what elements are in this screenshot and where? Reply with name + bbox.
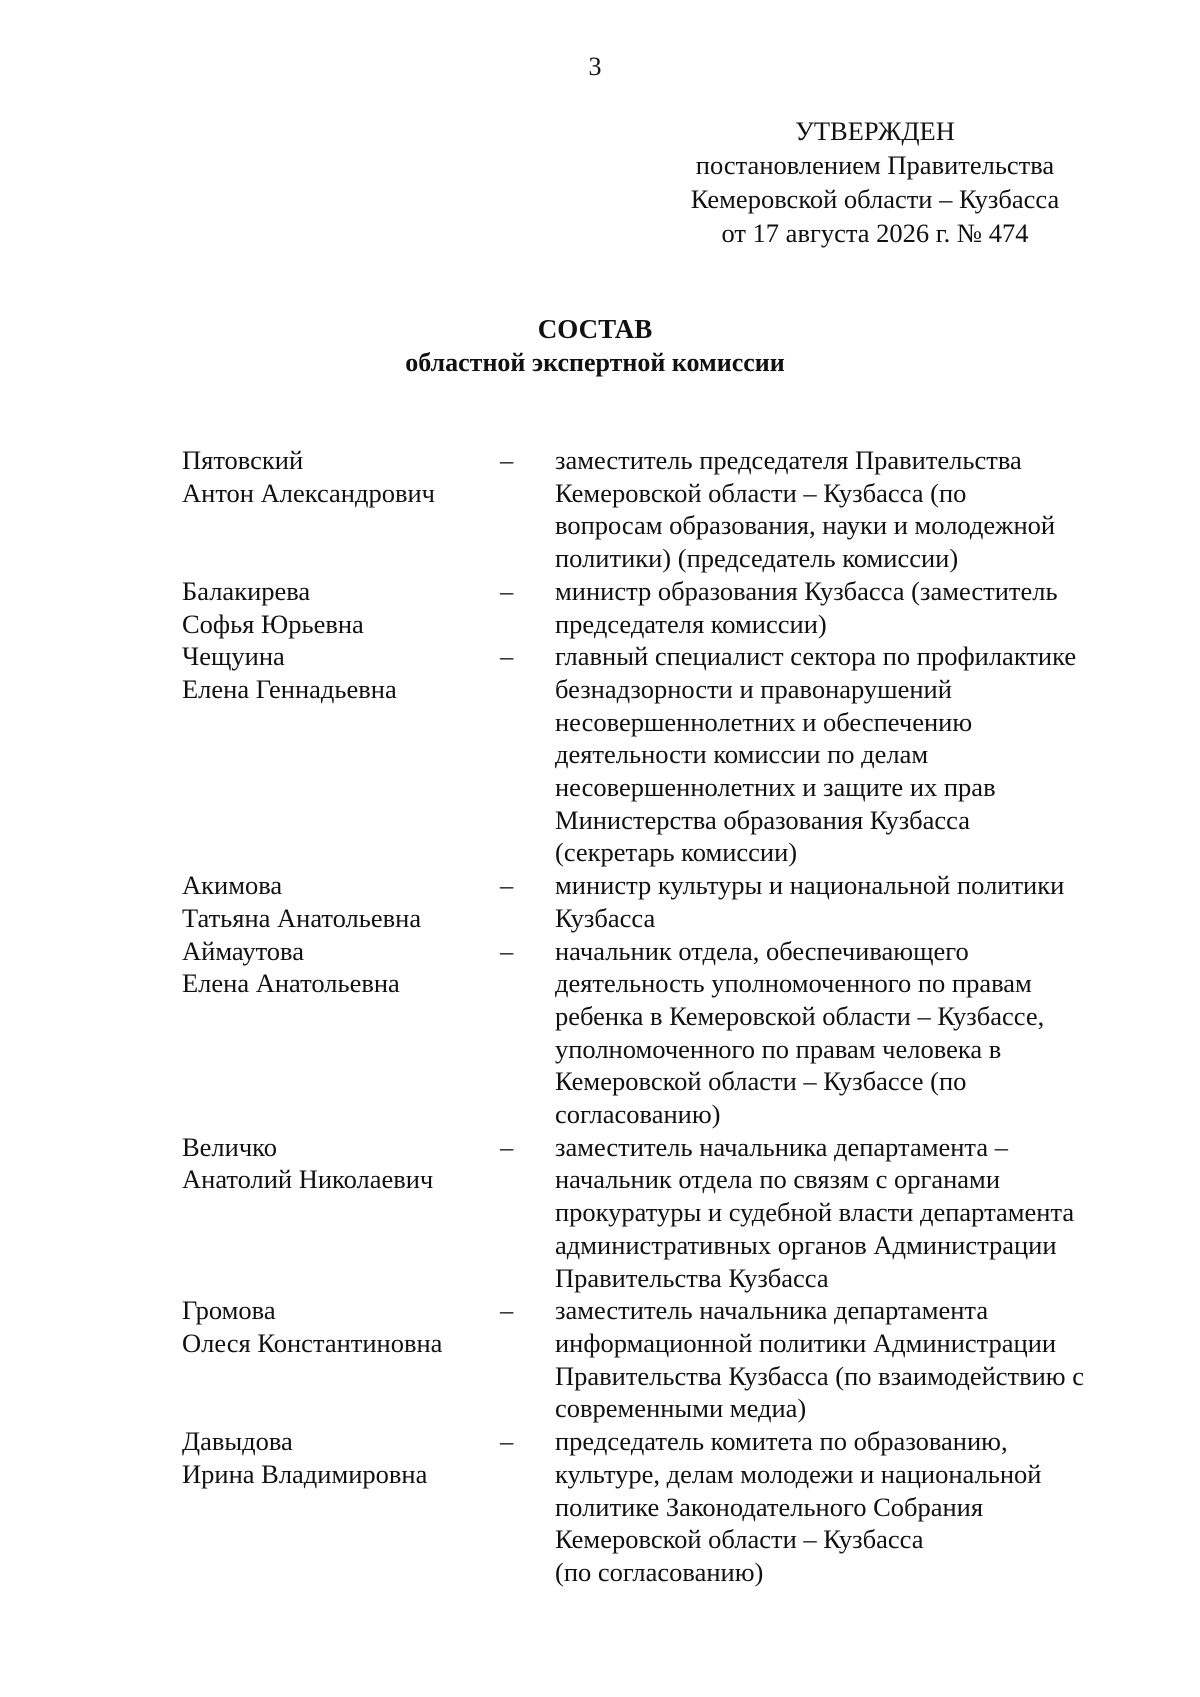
approval-line: постановлением Правительства <box>695 150 1055 180</box>
member-role-line: несовершеннолетних и защите их прав <box>555 772 996 803</box>
document-title: СОСТАВ <box>537 314 653 344</box>
member-dash: – <box>500 575 514 606</box>
member-role-line: начальник отдела по связям с органами <box>555 1164 1001 1195</box>
member-entry <box>182 1294 1142 1425</box>
member-name <box>182 935 500 1000</box>
member-surname: Чещуина <box>182 641 285 672</box>
document-subtitle: областной экспертной комиссии <box>405 348 785 377</box>
member-name <box>182 575 500 640</box>
member-role <box>555 1425 1135 1589</box>
member-name <box>182 1131 500 1196</box>
member-given-names: Антон Александрович <box>182 477 435 508</box>
member-entry <box>182 935 1142 1131</box>
member-given-names: Елена Геннадьевна <box>182 673 397 704</box>
member-role-line: Министерства образования Кузбасса <box>555 804 971 835</box>
member-entry <box>182 1425 1142 1589</box>
member-surname: Пятовский <box>182 445 304 475</box>
member-role-line: политике Законодательного Собрания <box>555 1491 984 1522</box>
member-entry <box>182 640 1142 869</box>
title-block <box>0 312 1190 380</box>
member-surname: Громова <box>182 1295 276 1326</box>
member-role <box>555 444 1135 575</box>
member-role-line: министр образования Кузбасса (заместитель <box>555 575 1058 606</box>
member-role-line: Кузбасса <box>555 902 656 933</box>
member-dash: – <box>500 1426 514 1457</box>
member-role-line: несовершеннолетних и обеспечению <box>555 706 973 737</box>
member-role-line: председателя комиссии) <box>555 608 827 639</box>
member-given-names: Олеся Константиновна <box>182 1327 443 1358</box>
member-role-line: Правительства Кузбасса <box>555 1262 829 1293</box>
member-given-names: Ирина Владимировна <box>182 1458 428 1489</box>
member-name <box>182 869 500 934</box>
member-role <box>555 1131 1135 1295</box>
member-role-line: (по согласованию) <box>555 1556 764 1587</box>
member-given-names: Анатолий Николаевич <box>182 1164 434 1195</box>
member-name <box>182 1425 500 1490</box>
member-entry <box>182 1131 1142 1295</box>
member-role-line: Кемеровской области – Кузбассе (по <box>555 1066 967 1097</box>
member-role-line: прокуратуры и судебной власти департамента <box>555 1197 1075 1228</box>
member-surname: Давыдова <box>182 1426 293 1457</box>
member-dash: – <box>500 1131 514 1162</box>
member-surname: Величко <box>182 1131 277 1162</box>
member-role-line: политики) (председатель комиссии) <box>555 543 959 574</box>
member-dash: – <box>500 445 514 475</box>
member-role-line: согласованию) <box>555 1099 721 1130</box>
approval-line: от 17 августа 2026 г. № 474 <box>721 218 1029 248</box>
member-entry <box>182 444 1142 575</box>
member-role <box>555 575 1135 640</box>
member-dash: – <box>500 870 514 901</box>
member-surname: Аймаутова <box>182 935 304 966</box>
member-role-line: информационной политики Администрации <box>555 1327 1057 1358</box>
member-role-line: административных органов Администрации <box>555 1229 1057 1260</box>
member-role-line: председатель комитета по образованию, <box>555 1426 1008 1457</box>
member-surname: Балакирева <box>182 575 311 606</box>
member-role-line: уполномоченного по правам человека в <box>555 1033 1002 1064</box>
member-role-line: современными медиа) <box>555 1393 807 1424</box>
member-surname: Акимова <box>182 870 283 901</box>
member-dash: – <box>500 935 514 966</box>
member-given-names: Татьяна Анатольевна <box>182 902 422 933</box>
member-name <box>182 640 500 705</box>
member-role-line: вопросам образования, науки и молодежной <box>555 510 1056 541</box>
member-role <box>555 640 1135 869</box>
member-role <box>555 1294 1135 1425</box>
member-name <box>182 444 500 509</box>
member-role <box>555 869 1135 934</box>
member-role-line: Кемеровской области – Кузбасса (по <box>555 477 967 508</box>
member-role-line: деятельности комиссии по делам <box>555 739 929 770</box>
member-entry <box>182 869 1142 934</box>
member-role-line: главный специалист сектора по профилактике <box>555 641 1077 672</box>
approval-line: Кемеровской области – Кузбасса <box>690 184 1060 214</box>
member-given-names: Софья Юрьевна <box>182 608 364 639</box>
member-role-line: (секретарь комиссии) <box>555 837 798 868</box>
member-dash: – <box>500 641 514 672</box>
member-role-line: министр культуры и национальной политики <box>555 870 1065 901</box>
member-role-line: безнадзорности и правонарушений <box>555 673 952 704</box>
member-role-line: Кемеровской области – Кузбасса <box>555 1524 924 1555</box>
member-role-line: заместитель начальника департамента – <box>555 1131 1008 1162</box>
member-role-line: заместитель начальника департамента <box>555 1295 989 1326</box>
members-list <box>182 444 1142 1589</box>
member-given-names: Елена Анатольевна <box>182 968 400 999</box>
member-name <box>182 1294 500 1359</box>
approval-line: УТВЕРЖДЕН <box>795 116 955 146</box>
member-role-line: культуре, делам молодежи и национальной <box>555 1458 1042 1489</box>
member-role-line: деятельность уполномоченного по правам <box>555 968 1032 999</box>
member-entry <box>182 575 1142 640</box>
member-role <box>555 935 1135 1131</box>
member-role-line: ребенка в Кемеровской области – Кузбассе, <box>555 1000 1045 1031</box>
page-number: 3 <box>588 52 602 81</box>
member-dash: – <box>500 1295 514 1326</box>
member-role-line: заместитель председателя Правительства <box>555 445 1022 475</box>
approval-stamp <box>640 114 1110 250</box>
member-role-line: начальник отдела, обеспечивающего <box>555 935 969 966</box>
member-role-line: Правительства Кузбасса (по взаимодействию с <box>555 1360 1084 1391</box>
